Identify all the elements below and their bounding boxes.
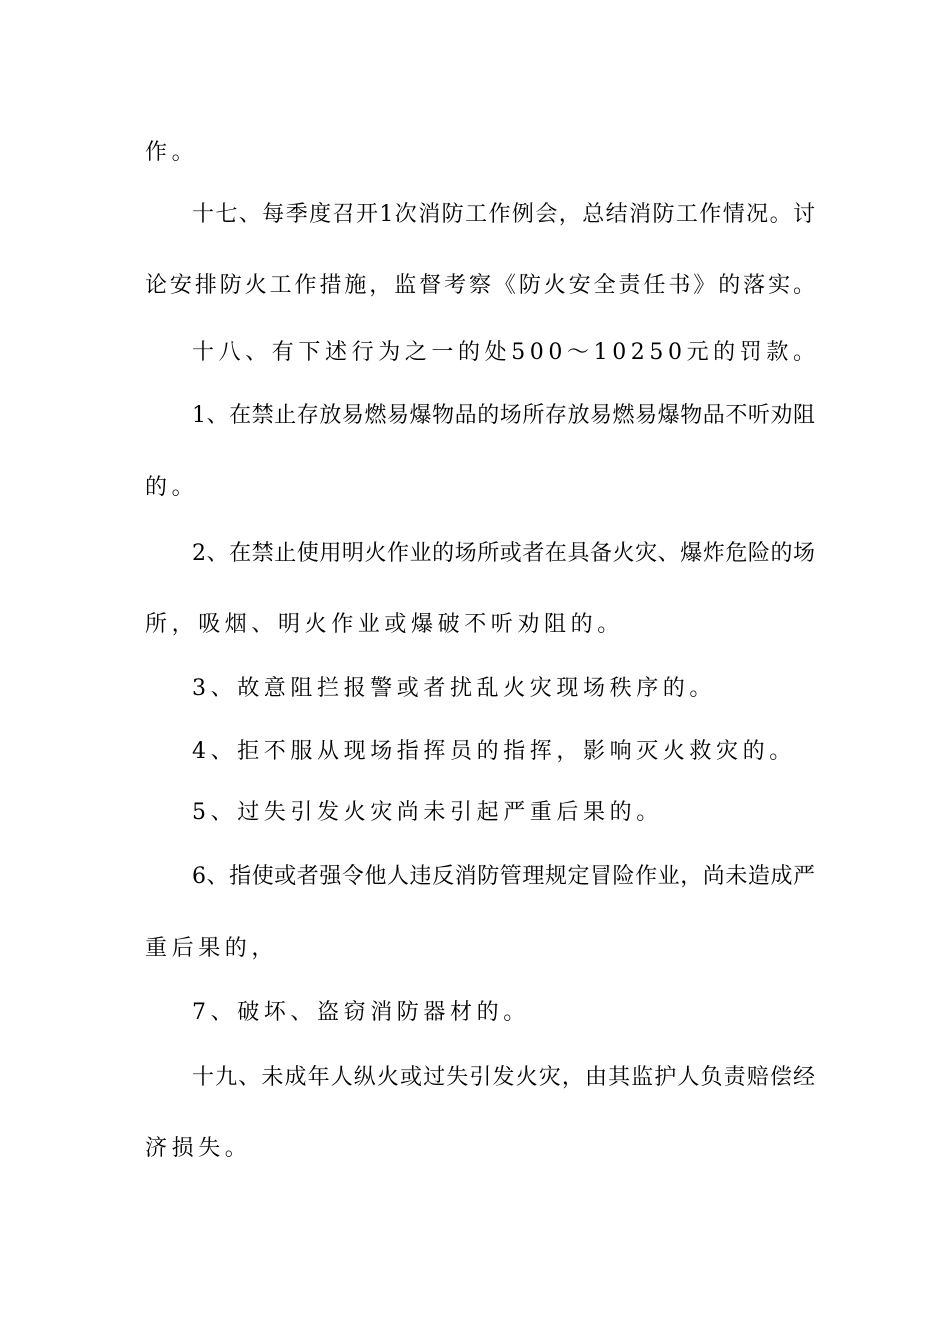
text-line-16: 济损失。 xyxy=(145,1136,252,1161)
text-line-5: 1、在禁止存放易燃易爆物品的场所存放易燃易爆物品不听劝阻 xyxy=(192,403,815,428)
text-line-2: 十七、每季度召开1次消防工作例会，总结消防工作情况。讨 xyxy=(192,202,815,227)
text-line-3: 论安排防火工作措施，监督考察《防火安全责任书》的落实。 xyxy=(145,273,815,298)
text-line-9: 3、故意阻拦报警或者扰乱火灾现场秩序的。 xyxy=(192,676,716,701)
text-line-10: 4、拒不服从现场指挥员的指挥，影响灭火救灾的。 xyxy=(192,739,796,764)
text-line-13: 重后果的， xyxy=(145,936,279,961)
text-line-4: 十八、有下述行为之一的处500～10250元的罚款。 xyxy=(192,340,820,365)
text-line-6: 的。 xyxy=(145,475,199,500)
text-line-12: 6、指使或者强令他人违反消防管理规定冒险作业，尚未造成严 xyxy=(192,864,815,889)
text-line-15: 十九、未成年人纵火或过失引发火灾，由其监护人负责赔偿经 xyxy=(192,1065,815,1090)
text-line-8: 所，吸烟、明火作业或爆破不听劝阻的。 xyxy=(145,612,624,637)
text-line-7: 2、在禁止使用明火作业的场所或者在具备火灾、爆炸危险的场 xyxy=(192,541,815,566)
text-line-11: 5、过失引发火灾尚未引起严重后果的。 xyxy=(192,800,663,825)
text-line-14: 7、破坏、盗窃消防器材的。 xyxy=(192,1000,530,1025)
text-line-1: 作。 xyxy=(145,140,199,165)
